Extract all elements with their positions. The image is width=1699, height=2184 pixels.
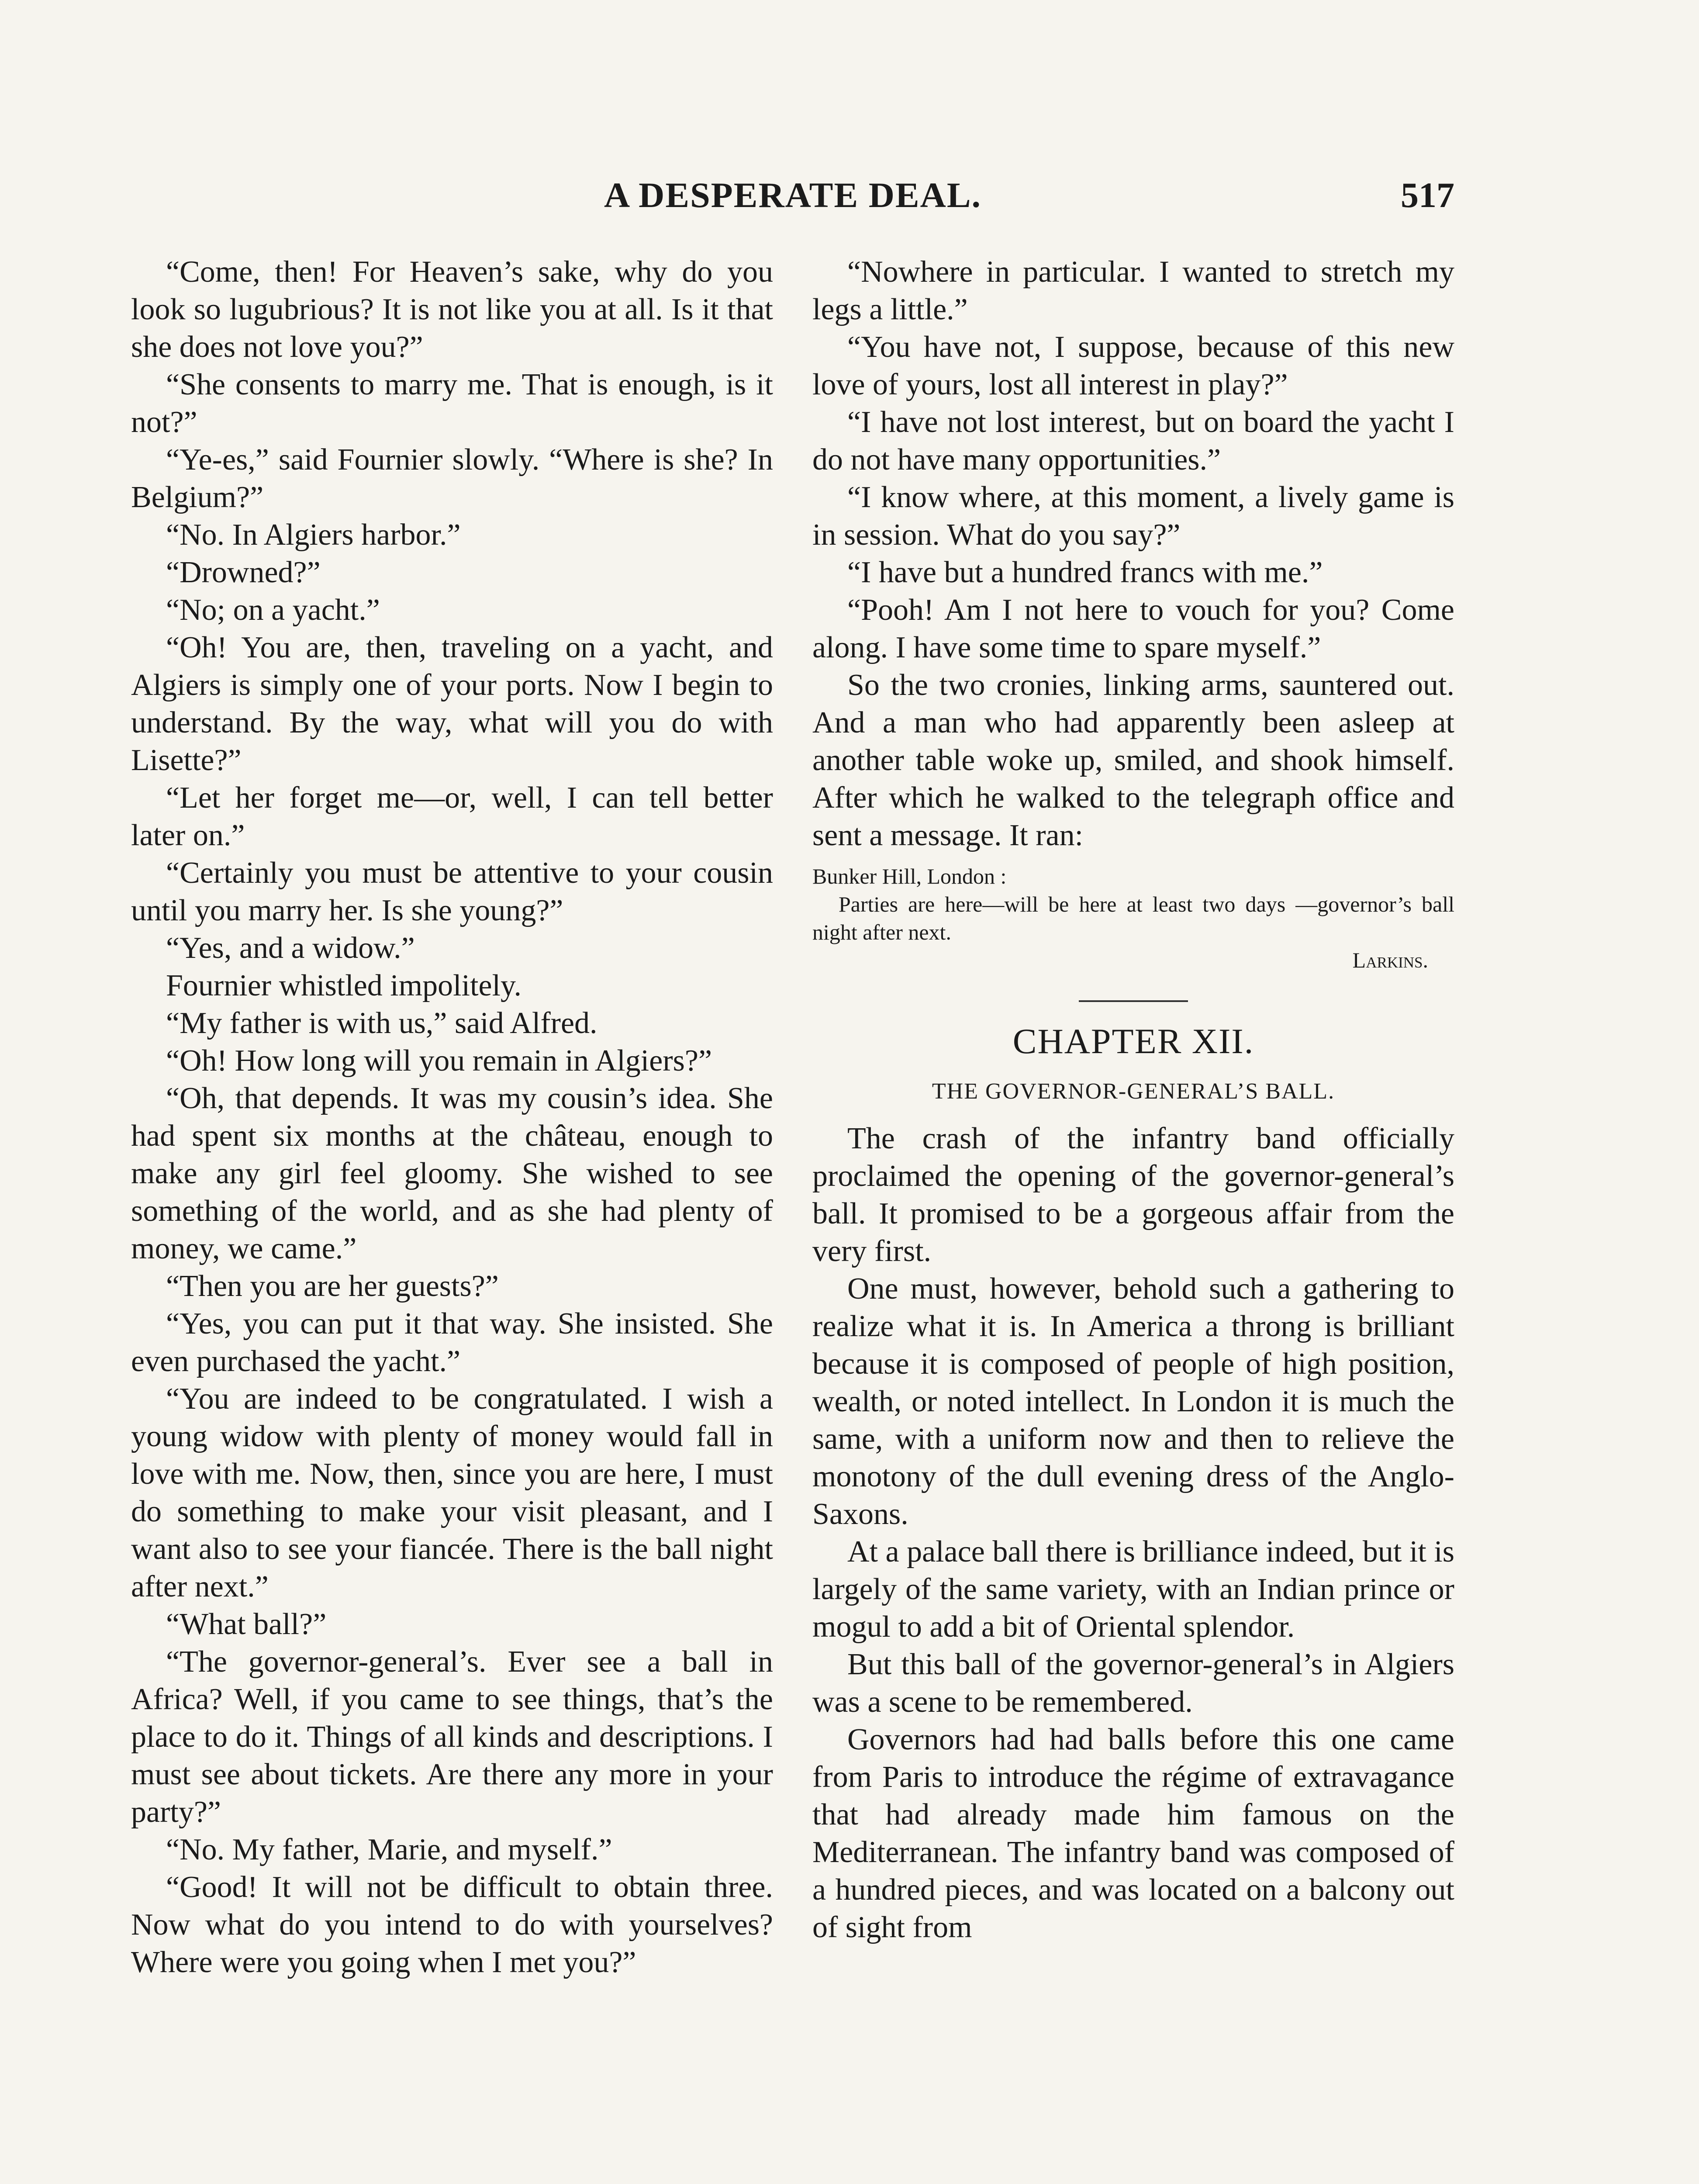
paragraph: “She consents to marry me. That is enough, is it not?” bbox=[131, 368, 773, 439]
paragraph: Governors had had balls before this one came from Paris to introduce the régime of extravagance that had already made him famous on the Mediterranean. The infantry band was composed of a hundred pieces, and was located on a balcony out of sight from bbox=[812, 1723, 1454, 1944]
telegram-message bbox=[812, 862, 1454, 974]
paragraph: “No. My father, Marie, and myself.” bbox=[166, 1833, 612, 1866]
page-number: 517 bbox=[1401, 175, 1454, 215]
paragraph: “Come, then! For Heaven’s sake, why do you look so lugubrious? It is not like you at all. Is it that she does not love you?” bbox=[131, 255, 773, 364]
left-column bbox=[131, 253, 773, 2184]
paragraph: “I have not lost interest, but on board the yacht I do not have many opportunities.” bbox=[812, 405, 1454, 477]
paragraph: “Certainly you must be attentive to your cousin until you marry her. Is she young?” bbox=[131, 856, 773, 927]
paragraph: “Ye-es,” said Fournier slowly. “Where is she? In Belgium?” bbox=[131, 443, 773, 514]
paragraph: “Pooh! Am I not here to vouch for you? Come along. I have some time to spare myself.” bbox=[812, 593, 1454, 664]
paragraph: The crash of the infantry band officially proclaimed the opening of the governor-general’s ball. It promised to be a gorgeous affair from the very first. bbox=[812, 1122, 1454, 1268]
paragraph: But this ball of the governor-general’s in Algiers was a scene to be remembered. bbox=[812, 1648, 1454, 1719]
right-column bbox=[812, 253, 1454, 2184]
chapter-subtitle: THE GOVERNOR-GENERAL’S BALL. bbox=[932, 1079, 1335, 1104]
paragraph: “What ball?” bbox=[166, 1607, 327, 1641]
paragraph: “The governor-general’s. Ever see a ball in Africa? Well, if you came to see things, that’s the place to do it. Things of all kinds and descriptions. I must see about tickets. Are there any more in your party?” bbox=[131, 1645, 773, 1829]
paragraph: At a palace ball there is brilliance indeed, but it is largely of the same variety, with an Indian prince or mogul to add a bit of Oriental splendor. bbox=[812, 1535, 1454, 1644]
paragraph: “Good! It will not be difficult to obtain three. Now what do you intend to do with yourselves? Where were you going when I met you?” bbox=[131, 1870, 773, 1979]
telegram-signature: Larkins. bbox=[1352, 948, 1428, 972]
paragraph: “No. In Algiers harbor.” bbox=[166, 518, 461, 552]
telegram-address: Bunker Hill, London : bbox=[812, 864, 1007, 888]
paragraph: “You are indeed to be congratulated. I wish a young widow with plenty of money would fall in love with me. Now, then, since you are here, I must do something to make your visit pleasant, and I want also to see your fiancée. There is the ball night after next.” bbox=[131, 1382, 773, 1603]
page-header bbox=[131, 175, 1454, 236]
paragraph: “Oh! How long will you remain in Algiers?” bbox=[166, 1044, 712, 1078]
paragraph: “I have but a hundred francs with me.” bbox=[847, 556, 1323, 589]
running-title: A DESPERATE DEAL. bbox=[604, 175, 982, 215]
section-divider bbox=[1079, 1000, 1188, 1002]
chapter-heading: CHAPTER XII. bbox=[1012, 1021, 1254, 1061]
paragraph: “No; on a yacht.” bbox=[166, 593, 380, 627]
paragraph: “Oh, that depends. It was my cousin’s idea. She had spent six months at the château, enough to make any girl feel gloomy. She wished to see something of the world, and as she had plenty of money, we came.” bbox=[131, 1082, 773, 1265]
paragraph: “You have not, I suppose, because of this new love of yours, lost all interest in play?” bbox=[812, 330, 1454, 401]
paragraph: “Let her forget me—or, well, I can tell better later on.” bbox=[131, 781, 773, 852]
paragraph: “Yes, you can put it that way. She insisted. She even purchased the yacht.” bbox=[131, 1307, 773, 1378]
paragraph: One must, however, behold such a gathering to realize what it is. In America a throng is brilliant because it is composed of people of high position, wealth, or noted intellect. In London it is much the same, with a uniform now and then to relieve the monotony of the dull evening dress of the Anglo-Saxons. bbox=[812, 1272, 1454, 1531]
paragraph: “Nowhere in particular. I wanted to stretch my legs a little.” bbox=[812, 255, 1454, 326]
paragraph: “I know where, at this moment, a lively game is in session. What do you say?” bbox=[812, 480, 1454, 552]
paragraph: So the two cronies, linking arms, sauntered out. And a man who had apparently been asleep at another table woke up, smiled, and shook himself. After which he walked to the telegraph office and sent a message. It ran: bbox=[812, 668, 1454, 852]
paragraph: “Then you are her guests?” bbox=[166, 1269, 499, 1303]
paragraph: “Drowned?” bbox=[166, 556, 321, 589]
paragraph: “My father is with us,” said Alfred. bbox=[166, 1006, 597, 1040]
paragraph: “Oh! You are, then, traveling on a yacht, and Algiers is simply one of your ports. Now I begin to understand. By the way, what will you do with Lisette?” bbox=[131, 631, 773, 777]
telegram-body: Parties are here—will be here at least two days —governor’s ball night after next. bbox=[812, 892, 1454, 944]
paragraph: Fournier whistled impolitely. bbox=[166, 969, 521, 1002]
paragraph: “Yes, and a widow.” bbox=[166, 931, 415, 965]
